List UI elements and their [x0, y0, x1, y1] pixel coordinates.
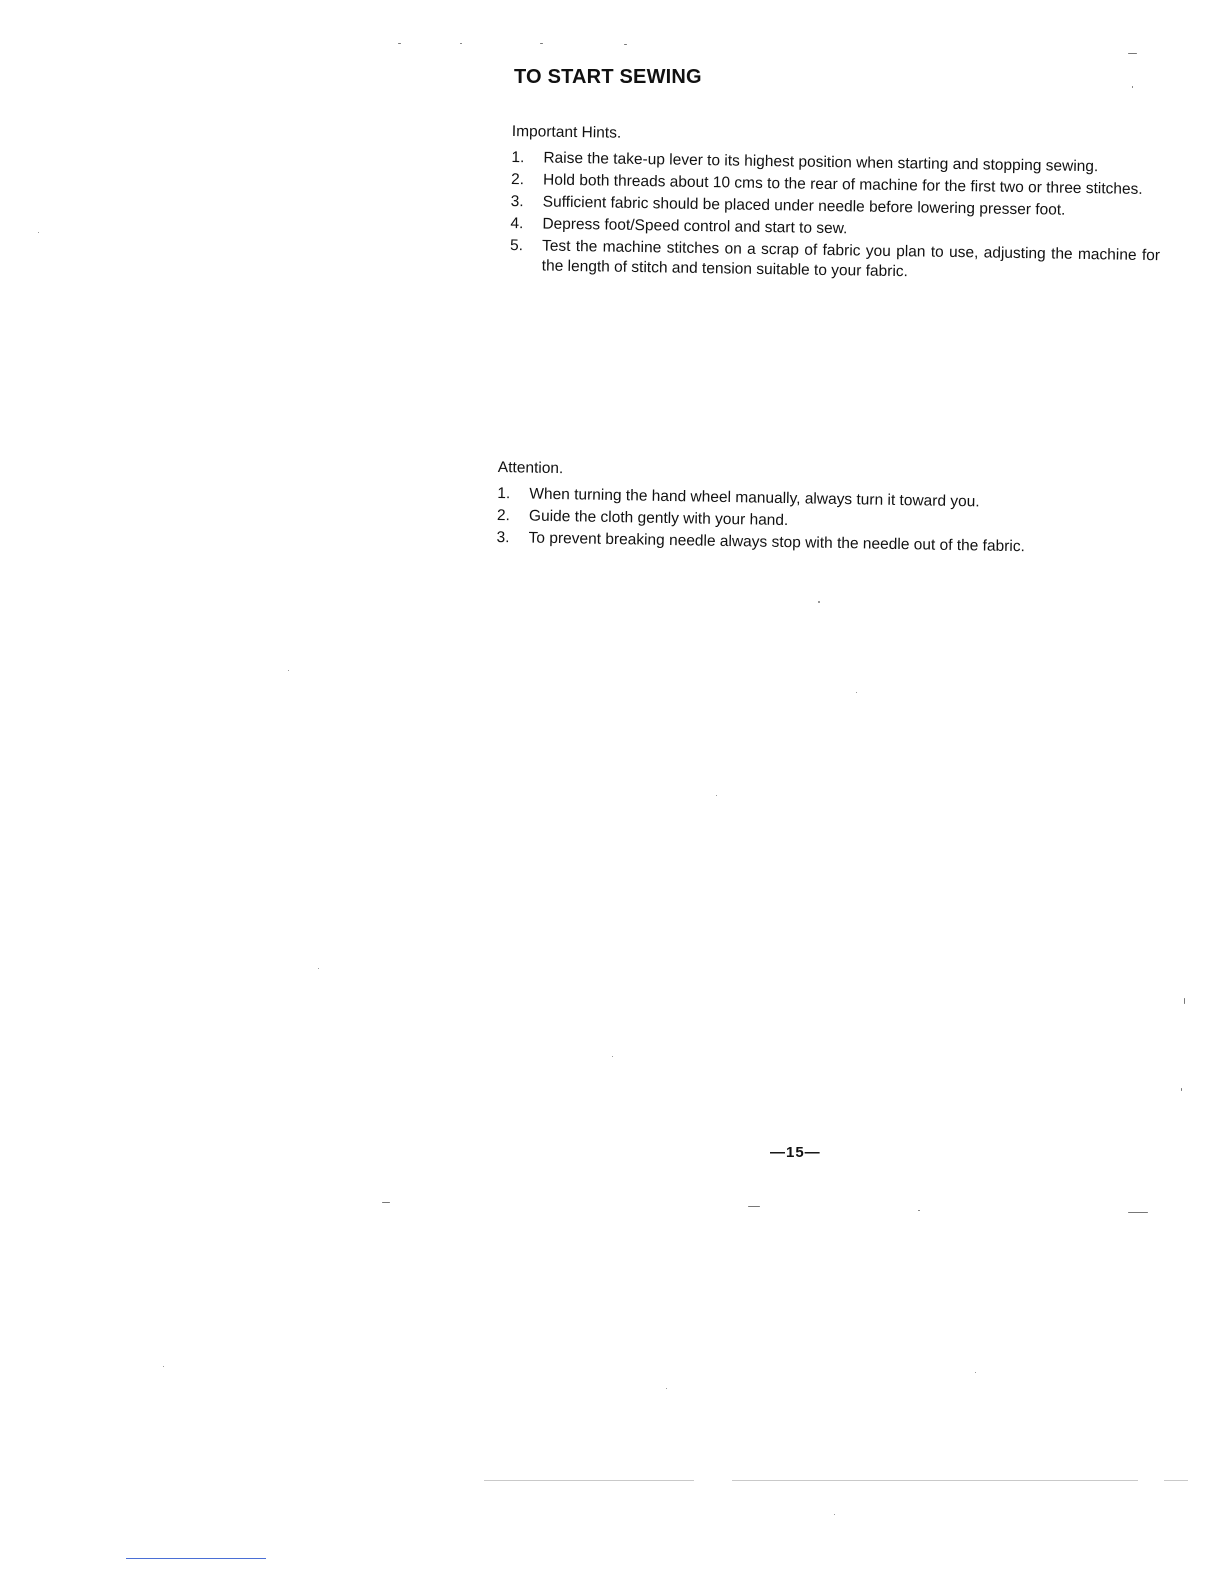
scan-edge-mark [126, 1558, 266, 1559]
attention-number: 3. [496, 528, 510, 547]
scan-speck [1184, 998, 1185, 1004]
hint-number: 5. [509, 236, 524, 255]
hint-text: Test the machine stitches on a scrap of fabric you plan to use, adjusting the machine for the length of stitch and tension suitable to your fabric. [541, 237, 1161, 281]
hint-text: Sufficient fabric should be placed under needle before lowering presser foot. [542, 193, 1066, 219]
scan-speck [460, 43, 462, 44]
scan-speck [975, 1372, 976, 1373]
scan-speck [288, 670, 289, 671]
scan-speck [163, 1366, 164, 1367]
scan-line [732, 1480, 1138, 1481]
scan-speck [834, 1514, 835, 1515]
hint-number: 4. [510, 214, 524, 233]
scan-speck [1128, 53, 1137, 54]
scan-speck [1181, 1088, 1182, 1091]
scan-speck [624, 44, 627, 45]
scan-speck [818, 601, 820, 603]
hint-text: Hold both threads about 10 cms to the rear of machine for the first two or three stitches. [542, 171, 1143, 198]
scan-speck [540, 43, 543, 44]
attention-text: To prevent breaking needle always stop with the needle out of the fabric. [528, 529, 1025, 556]
attention-number: 2. [496, 506, 511, 525]
scan-speck [398, 43, 401, 44]
scan-speck [612, 1056, 613, 1057]
attention-section [496, 458, 1123, 561]
hint-text: Depress foot/Speed control and start to sew. [542, 215, 848, 238]
scan-speck [318, 968, 319, 969]
hint-number: 2. [510, 170, 525, 189]
attention-text: Guide the cloth gently with your hand. [528, 507, 789, 530]
hint-number: 1. [511, 148, 525, 167]
attention-text: When turning the hand wheel manually, always turn it toward you. [529, 485, 980, 511]
hint-item [510, 236, 1161, 286]
scan-speck [1132, 86, 1133, 88]
scan-speck [748, 1206, 760, 1207]
attention-number: 1. [497, 484, 511, 503]
scan-speck [856, 692, 857, 693]
scan-speck [382, 1202, 390, 1203]
hint-number: 3. [510, 192, 524, 211]
scan-speck [1128, 1212, 1148, 1213]
scan-speck [38, 232, 39, 233]
scan-speck [716, 795, 717, 796]
scan-line [1164, 1480, 1188, 1481]
scan-speck [666, 1388, 667, 1389]
hint-text: Raise the take-up lever to its highest position when starting and stopping sewing. [543, 149, 1099, 176]
important-hints-heading: Important Hints. [511, 122, 622, 142]
attention-list [496, 484, 1122, 559]
important-hints-list [510, 148, 1162, 286]
page-title: TO START SEWING [514, 66, 702, 88]
scan-line [484, 1480, 694, 1481]
scan-speck [918, 1210, 920, 1211]
attention-heading: Attention. [497, 458, 564, 478]
important-hints-section [510, 122, 1162, 288]
page-number: —15— [770, 1144, 821, 1161]
